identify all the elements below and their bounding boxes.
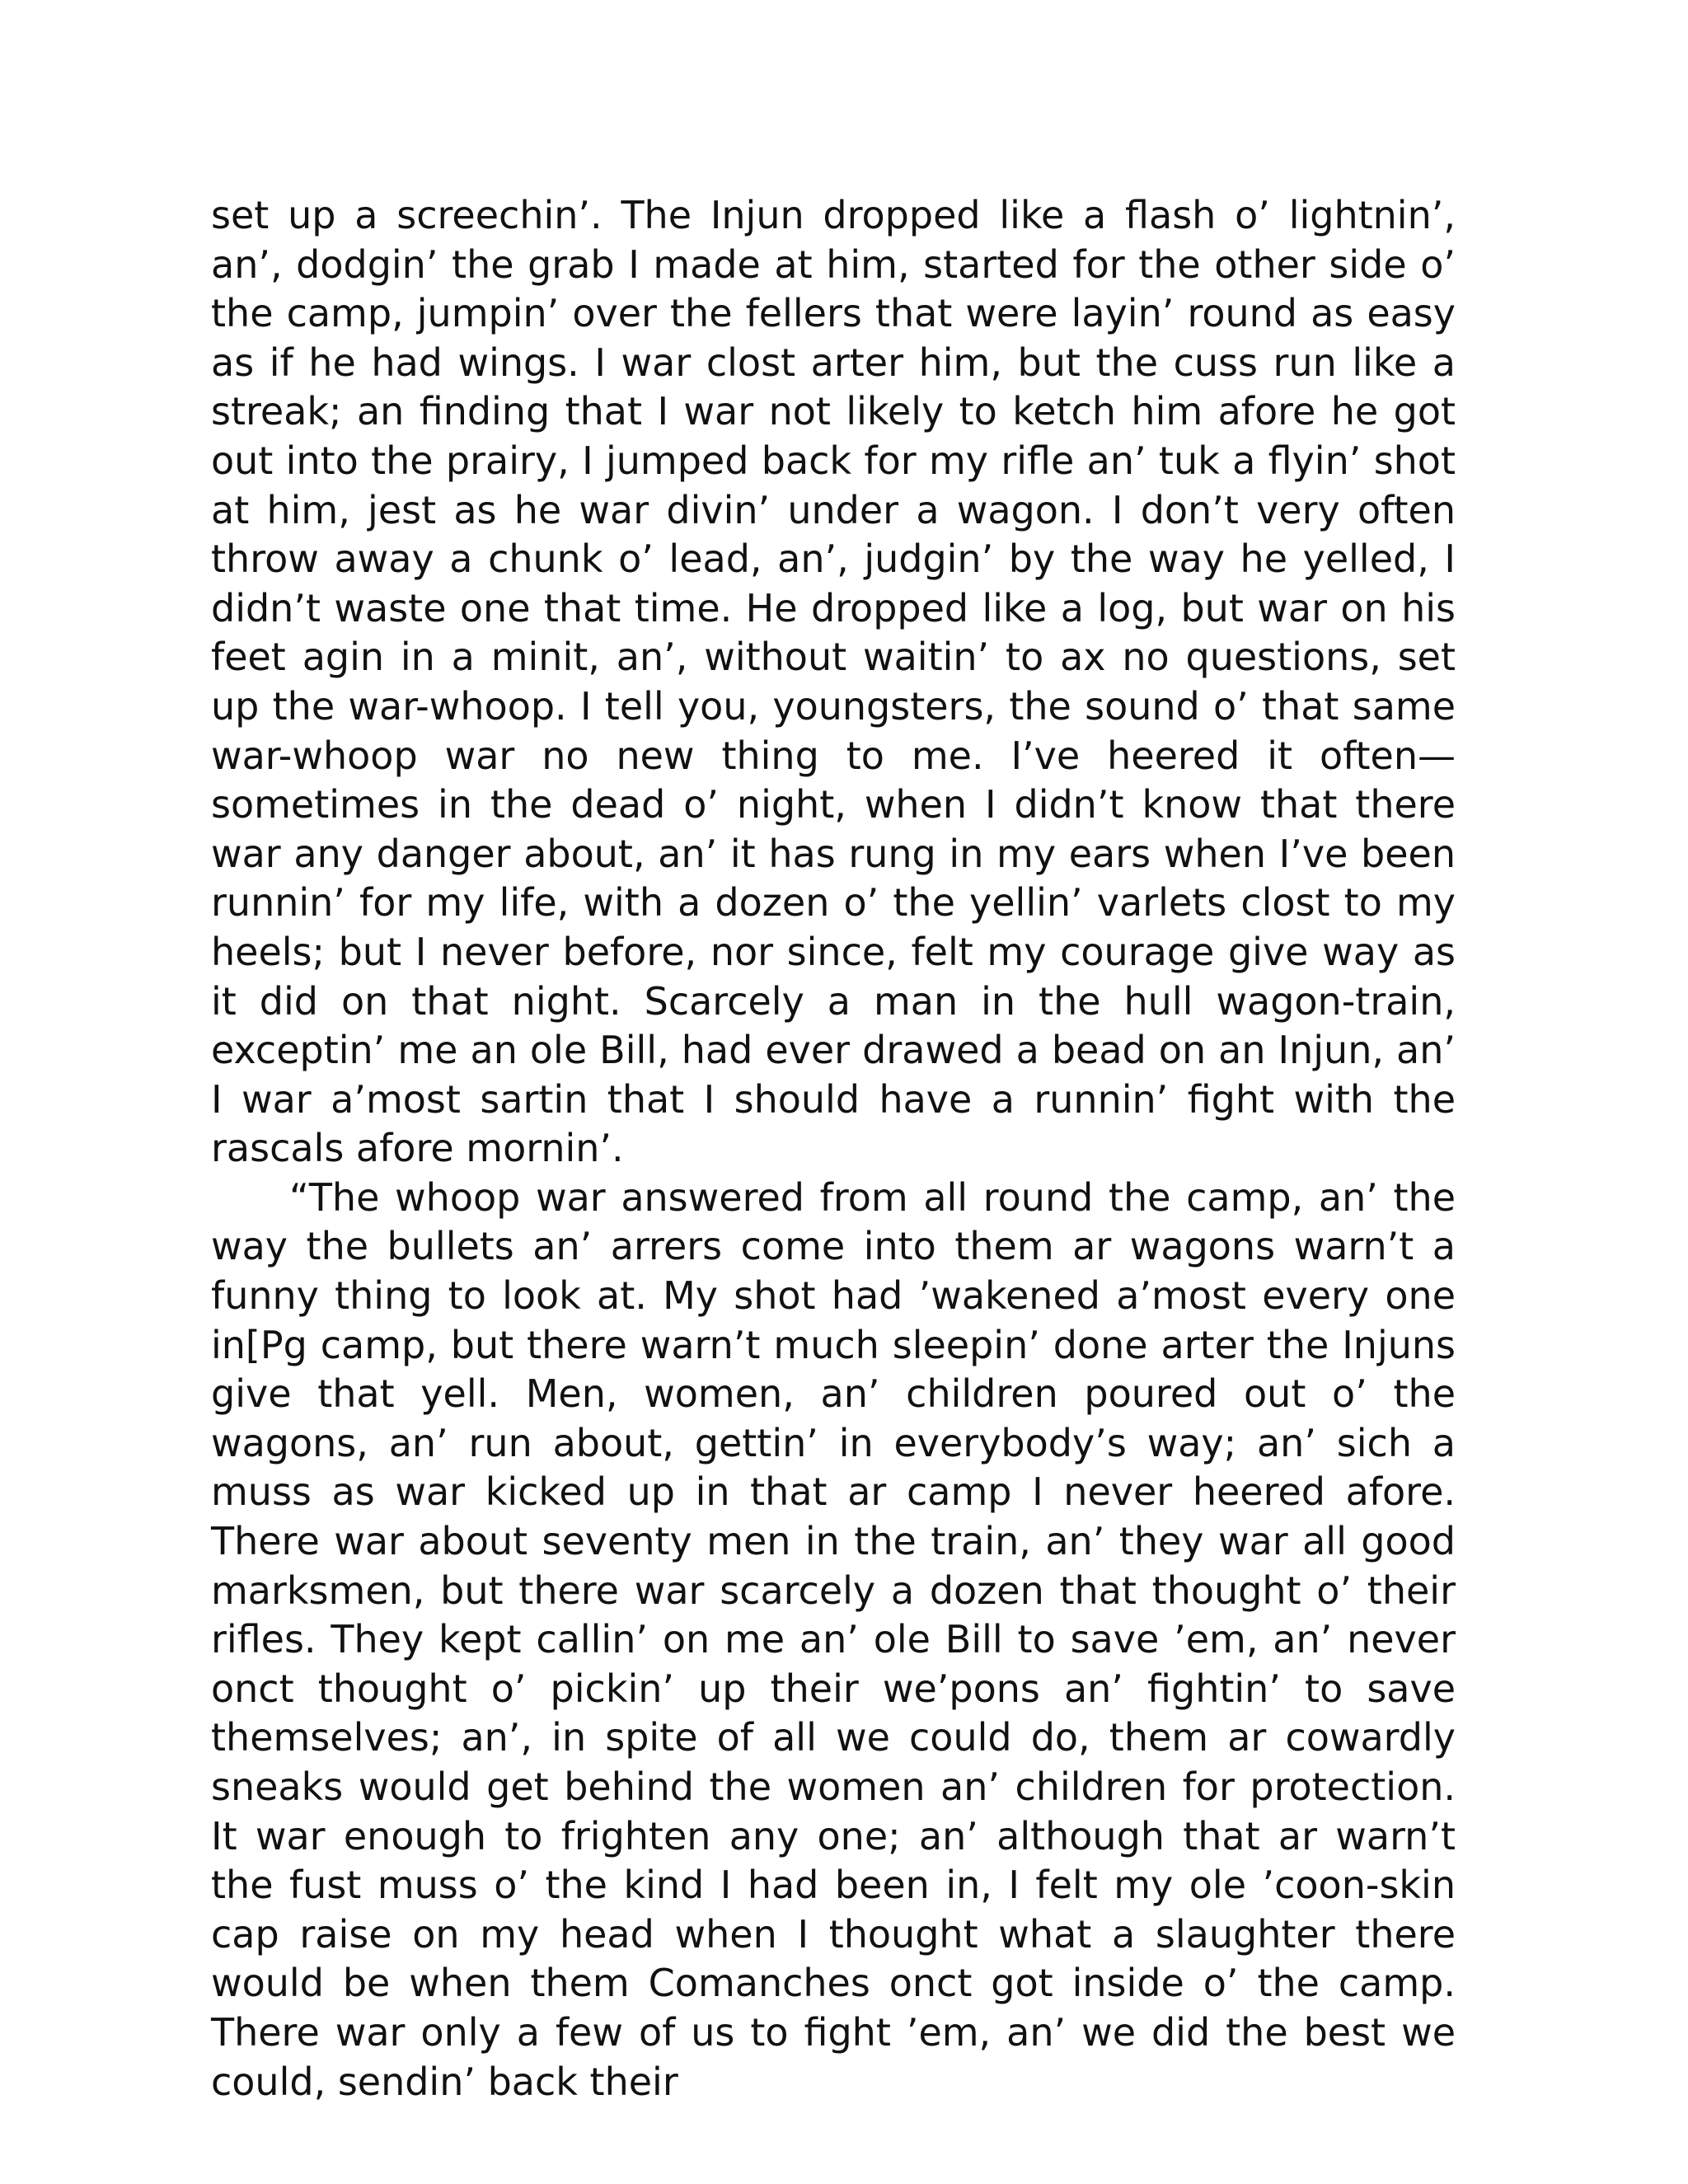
- body-text: [211, 191, 1456, 2107]
- paragraph-dialogue: “The whoop war answered from all round the camp, an’ the way the bullets an’ arrers come into them ar wagons warn’t a funny thing to look at. My shot had ’wakened a’most every one in[Pg camp, but there warn’t much sleepin’ done arter the Injuns give that yell. Men, women, an’ children poured out o’ the wagons, an’ run about, gettin’ in everybody’s way; an’ sich a muss as war kicked up in that ar camp I never heered afore. There war about seventy men in the train, an’ they war all good marksmen, but there war scarcely a dozen that thought o’ their rifles. They kept callin’ on me an’ ole Bill to save ’em, an’ never onct thought o’ pickin’ up their we’pons an’ fightin’ to save themselves; an’, in spite of all we could do, them ar cowardly sneaks would get behind the women an’ children for protection. It war enough to frighten any one; an’ although that ar warn’t the fust muss o’ the kind I had been in, I felt my ole ’coon-skin cap raise on my head when I thought what a slaughter there would be when them Comanches onct got inside o’ the camp. There war only a few of us to fight ’em, an’ we did the best we could, sendin’ back their: [211, 1174, 1456, 2104]
- paragraph-continued: set up a screechin’. The Injun dropped like a flash o’ lightnin’, an’, dodgin’ the grab I made at him, started for the other side o’ the camp, jumpin’ over the fellers that were layin’ round as easy as if he had wings. I war clost arter him, but the cuss run like a streak; an finding that I war not likely to ketch him afore he got out into the prairy, I jumped back for my rifle an’ tuk a flyin’ shot at him, jest as he war divin’ under a wagon. I don’t very often throw away a chunk o’ lead, an’, judgin’ by the way he yelled, I didn’t waste one that time. He dropped like a log, but war on his feet agin in a minit, an’, without waitin’ to ax no questions, set up the war-whoop. I tell you, youngsters, the sound o’ that same war-whoop war no new thing to me. I’ve heered it often—sometimes in the dead o’ night, when I didn’t know that there war any danger about, an’ it has rung in my ears when I’ve been runnin’ for my life, with a dozen o’ the yellin’ varlets clost to my heels; but I never before, nor since, felt my courage give way as it did on that night. Scarcely a man in the hull wagon-train, exceptin’ me an ole Bill, had ever drawed a bead on an Injun, an’ I war a’most sartin that I should have a runnin’ fight with the rascals afore mornin’.: [211, 193, 1456, 1171]
